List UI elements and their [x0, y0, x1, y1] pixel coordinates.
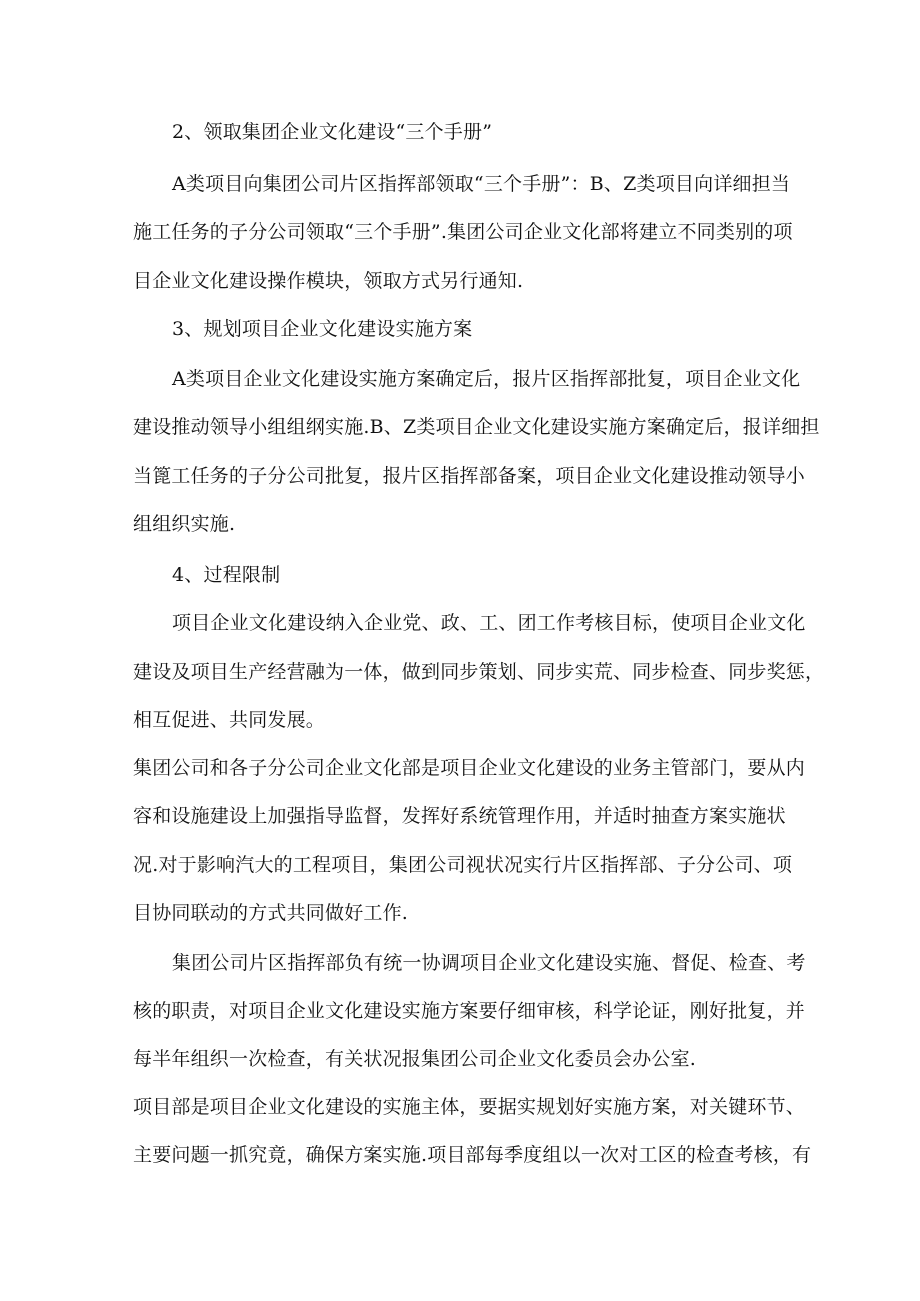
- section-4-para2-line: 况.对于影响汽大的工程项目，集团公司视状况实行片区指挥部、子分公司、项: [133, 854, 793, 876]
- section-3-heading: 3、规划项目企业文化建设实施方案: [172, 318, 473, 340]
- section-4-para1-line: 项目企业文化建设纳入企业党、政、工、团工作考核目标，使项目企业文化: [172, 612, 806, 634]
- section-4-heading: 4、过程限制: [172, 564, 281, 586]
- section-4-para2-line: 容和设施建设上加强指导监督，发挥好系统管理作用，并适时抽查方案实施状: [133, 805, 786, 827]
- section-4-para4-line: 主要问题一抓究竟，确保方案实施.项目部每季度组以一次对工区的检查考核，有: [133, 1144, 812, 1166]
- section-4-para1-line: 相互促进、共同发展。: [133, 709, 326, 731]
- section-4-para3-line: 核的职责，对项目企业文化建设实施方案要仔细审核，科学论证，刚好批复，并: [133, 1000, 806, 1022]
- section-4-para2-line: 集团公司和各子分公司企业文化部是项目企业文化建设的业务主管部门，要从内: [133, 757, 806, 779]
- section-2-para-line: A类项目向集团公司片区指挥部领取“三个手册”：B、Z类项目向详细担当: [172, 173, 791, 195]
- section-4-para2-line: 目协同联动的方式共同做好工作.: [133, 902, 409, 924]
- section-2-para-line: 目企业文化建设操作模块，领取方式另行通知.: [133, 270, 524, 292]
- section-4-para3-line: 集团公司片区指挥部负有统一协调项目企业文化建设实施、督促、检查、考: [172, 952, 806, 974]
- section-4-para3-line: 每半年组织一次检查，有关状况报集团公司企业文化委员会办公室.: [133, 1048, 697, 1070]
- section-2-heading: 2、领取集团企业文化建设“三个手册”: [172, 121, 493, 143]
- section-4-para1-line: 建设及项目生产经营融为一体，做到同步策划、同步实荒、同步检查、同步奖惩，: [133, 661, 825, 683]
- section-3-para-line: 建设推动领导小组组纲实施.B、Z类项目企业文化建设实施方案确定后，报详细担: [133, 416, 820, 438]
- section-2-para-line: 施工任务的子分公司领取“三个手册”.集团公司企业文化部将建立不同类别的项: [133, 221, 793, 243]
- section-3-para-line: A类项目企业文化建设实施方案确定后，报片区指挥部批复，项目企业文化: [172, 368, 801, 390]
- section-4-para4-line: 项目部是项目企业文化建设的实施主体，要据实规划好实施方案，对关键环节、: [133, 1096, 806, 1118]
- section-3-para-line: 组组织实施.: [133, 513, 236, 535]
- section-3-para-line: 当篦工任务的子分公司批复，报片区指挥部备案，项目企业文化建设推动领导小: [133, 465, 806, 487]
